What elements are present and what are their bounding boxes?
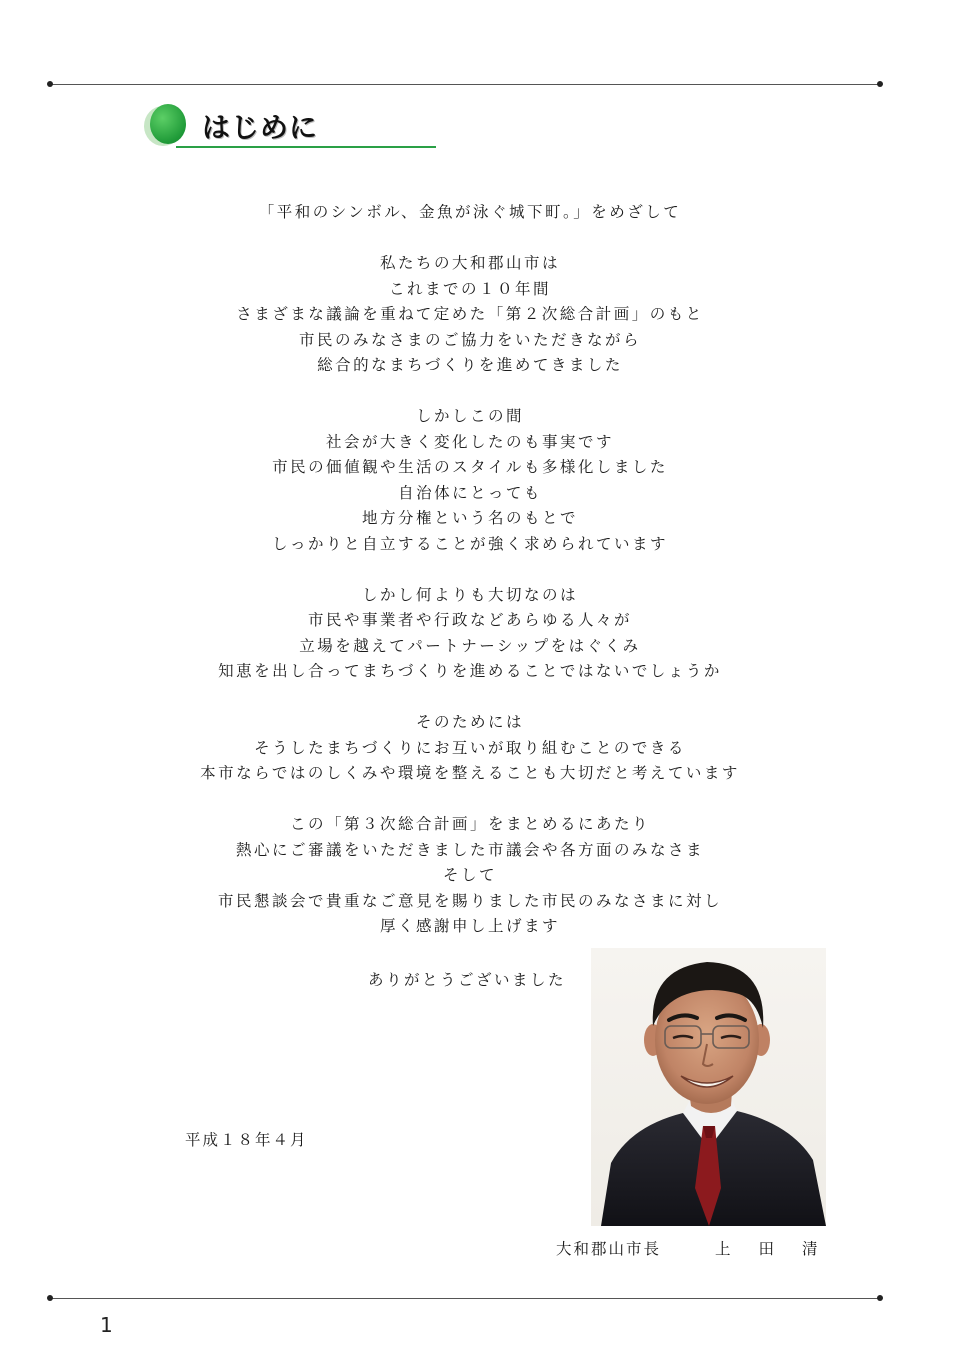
stanza-4	[120, 710, 820, 787]
stanza-3	[120, 583, 820, 685]
heading-underline	[176, 146, 436, 148]
stanza-5	[120, 812, 820, 940]
text-line: 市民の価値観や生活のスタイルも多様化しました	[272, 458, 668, 476]
text-line: 市民のみなさまのご協力をいただきながら	[298, 330, 641, 349]
closing-line: ありがとうございました	[368, 971, 567, 989]
text-line: 熱心にご審議をいただきました市議会や各方面のみなさま	[235, 840, 704, 859]
text-line: 市民や事業者や行政などあらゆる人々が	[307, 611, 632, 629]
page-number: 1	[100, 1313, 113, 1337]
text-line: しっかりと自立することが強く求められています	[271, 534, 668, 553]
divider-dot	[877, 81, 883, 87]
page-title: はじめに	[202, 111, 319, 144]
text-line: 総合的なまちづくりを進めてきました	[317, 356, 623, 374]
text-line: しかし何よりも大切なのは	[361, 585, 578, 604]
text-line: 私たちの大和郡山市は	[379, 254, 560, 272]
divider-dot	[877, 1295, 883, 1301]
portrait-illustration	[591, 948, 826, 1226]
signature-name: 上田清	[715, 1240, 846, 1258]
divider-dot	[47, 81, 53, 87]
stanza-2	[120, 404, 820, 557]
text-line: 本市ならではのしくみや環境を整えることも大切だと考えています	[200, 764, 740, 782]
text-line: しかしこの間	[415, 407, 524, 425]
text-line: 地方分権という名のもとで	[361, 509, 578, 527]
text-line: この「第３次総合計画」をまとめるにあたり	[289, 815, 650, 833]
text-line: そうしたまちづくりにお互いが取り組むことのできる	[254, 738, 686, 757]
motto-line: 「平和のシンボル、金魚が泳ぐ城下町。」をめざして	[258, 203, 682, 221]
motto-stanza	[120, 200, 820, 226]
signature	[556, 1237, 846, 1259]
heading-green-circle-icon	[150, 104, 186, 144]
message-body	[120, 200, 820, 965]
text-line: さまざまな議論を重ねて定めた「第２次総合計画」のもと	[236, 305, 704, 323]
text-line: そして	[442, 866, 497, 884]
stanza-1	[120, 251, 820, 379]
text-line: 社会が大きく変化したのも事実です	[325, 432, 614, 451]
text-line: 厚く感謝申し上げます	[379, 917, 560, 935]
text-line: 自治体にとっても	[398, 483, 542, 502]
bottom-divider	[50, 1298, 880, 1299]
text-line: そのためには	[415, 713, 524, 731]
date-line: 平成１８年４月	[185, 1131, 308, 1149]
top-divider	[50, 84, 880, 85]
mayor-portrait-photo	[591, 948, 826, 1226]
text-line: 知恵を出し合ってまちづくりを進めることではないでしょうか	[218, 662, 722, 680]
section-heading	[140, 100, 440, 150]
text-line: 市民懇談会で貴重なご意見を賜りました市民のみなさまに対し	[217, 891, 722, 910]
text-line: 立場を越えてパートナーシップをはぐくみ	[299, 636, 641, 655]
divider-dot	[47, 1295, 53, 1301]
signature-title: 大和郡山市長	[556, 1240, 662, 1258]
text-line: これまでの１０年間	[388, 279, 551, 298]
